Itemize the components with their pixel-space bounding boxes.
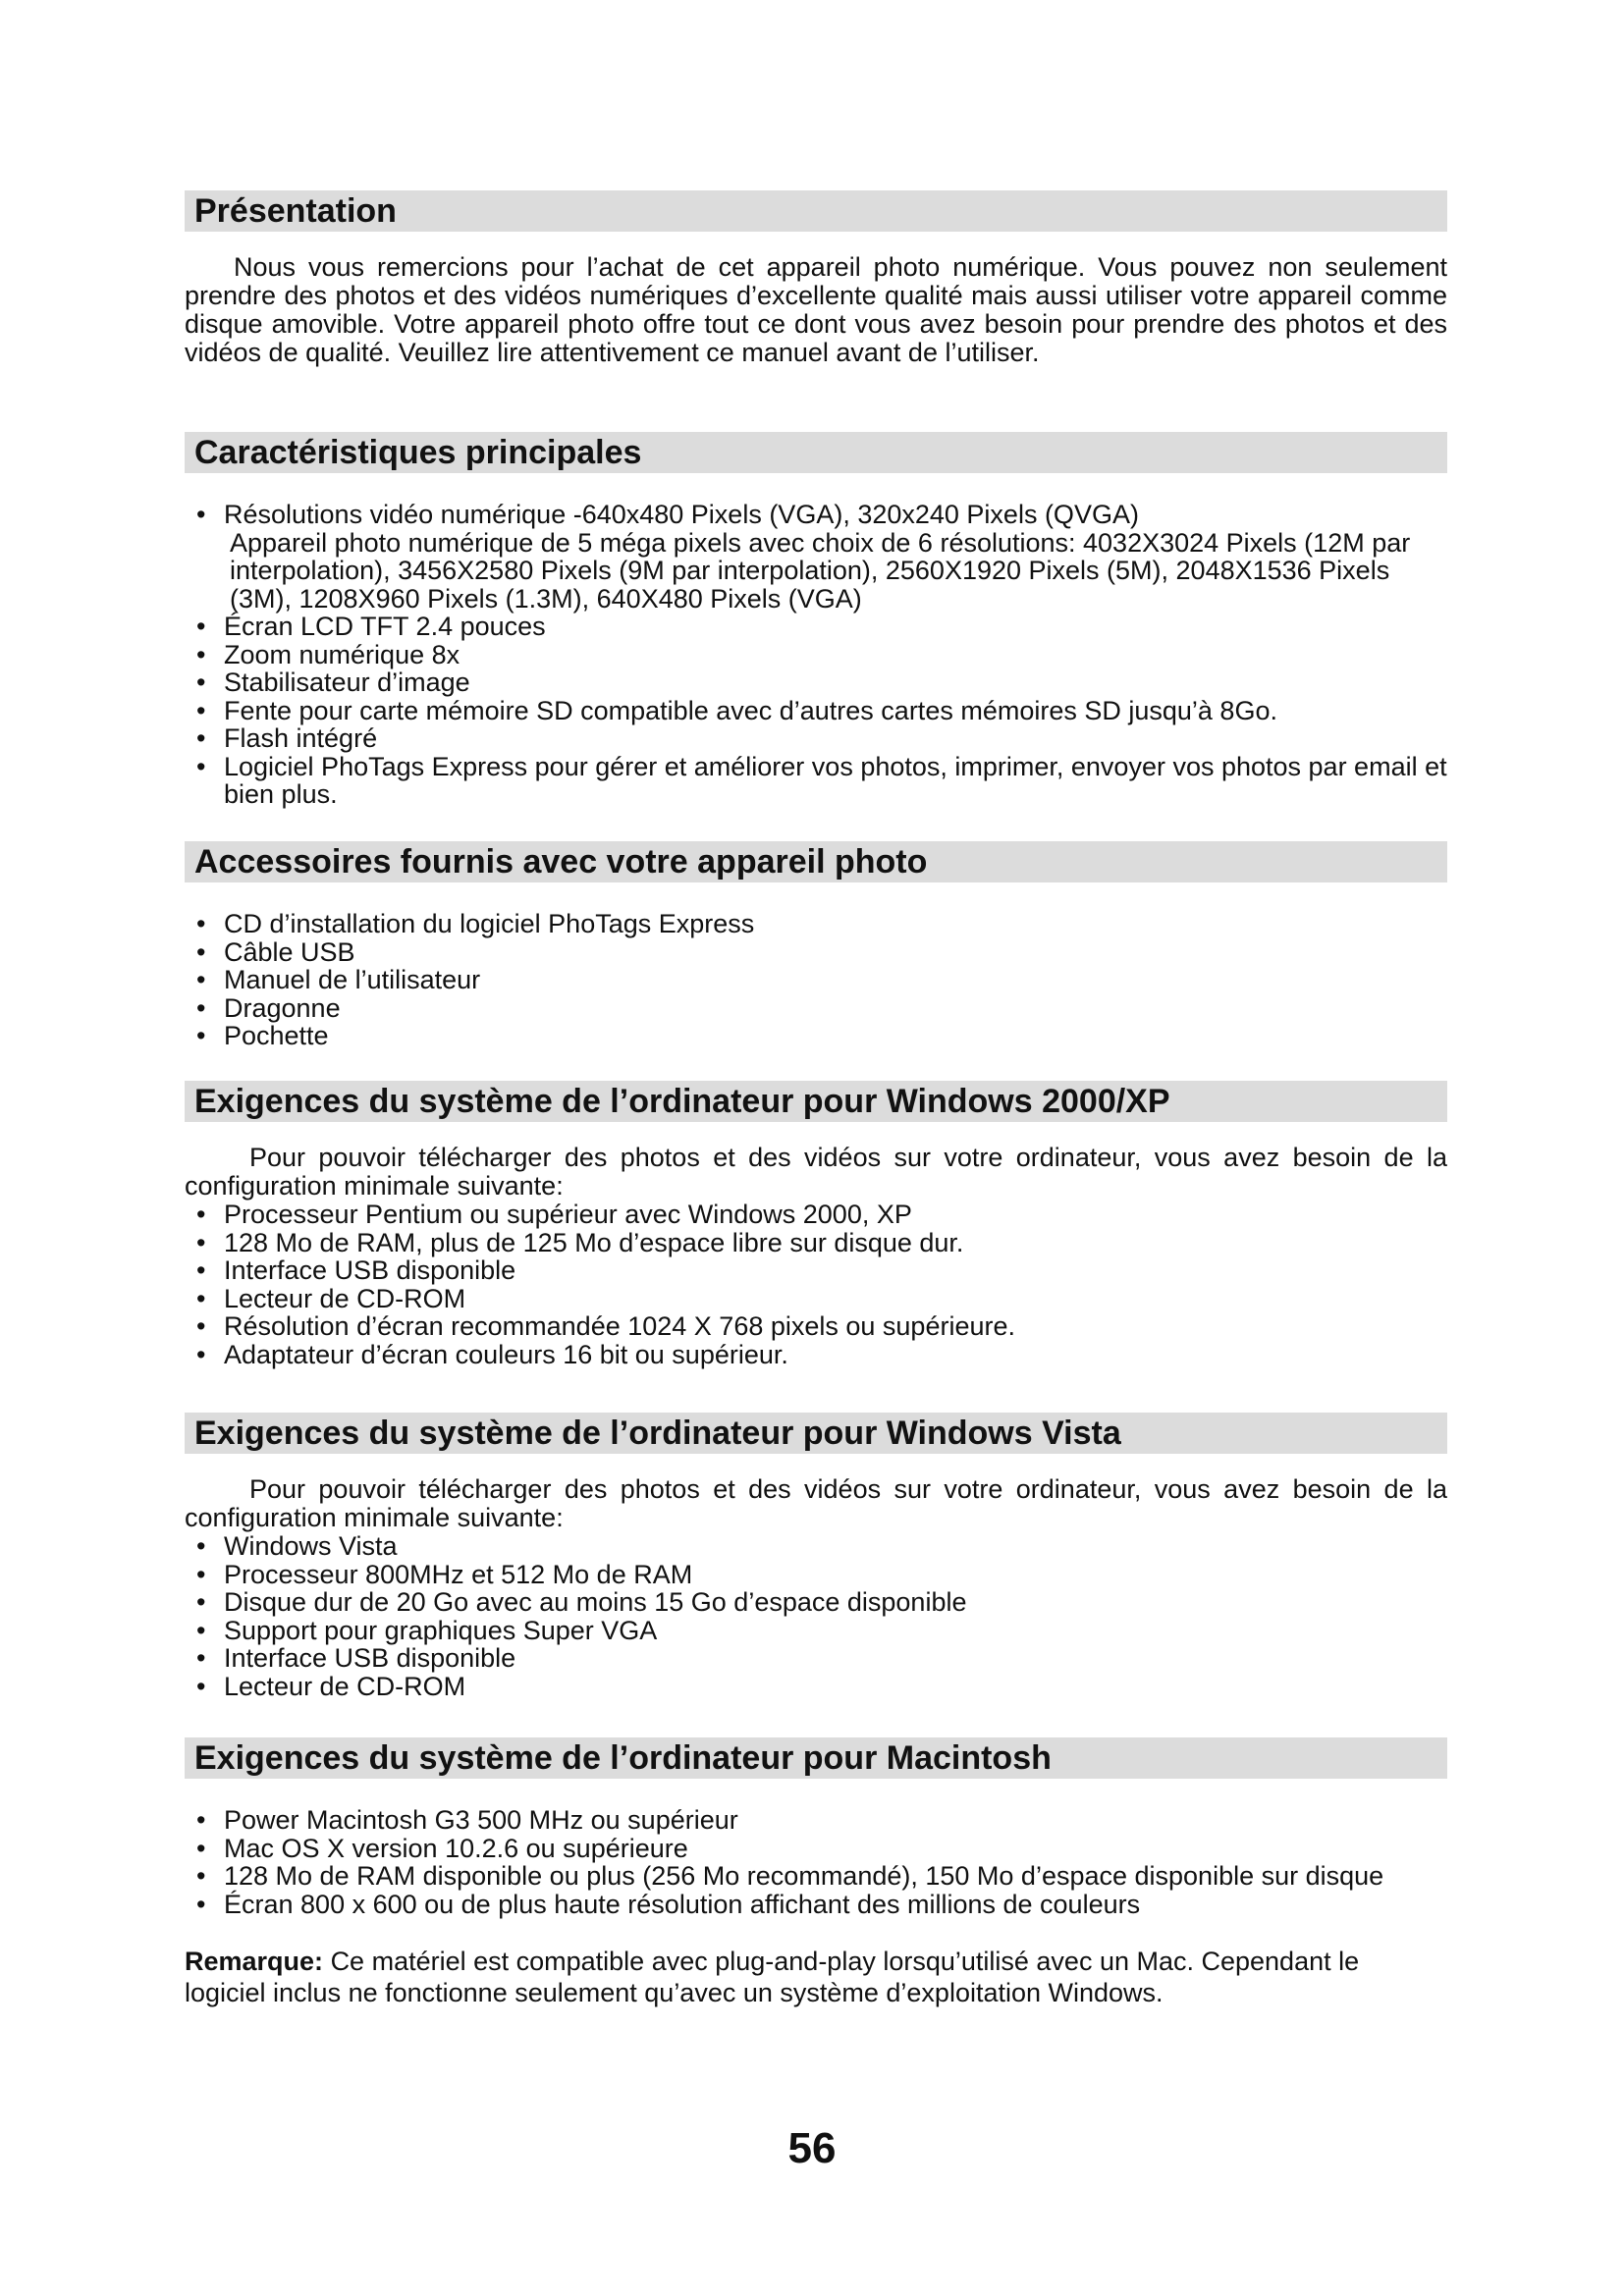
- section-heading: Présentation: [185, 190, 1447, 232]
- list-item: • Résolutions vidéo numérique -640x480 Pixels (VGA), 320x240 Pixels (QVGA): [185, 501, 1447, 529]
- list-item: Appareil photo numérique de 5 méga pixels avec choix de 6 résolutions: 4032X3024 Pixels (12M par interpolation), 3456X2580 Pixels (9M par interpolation), 2560X1920 Pixels (5M), 2048X1536 Pixels (3M), 1208X960 Pixels (1.3M), 640X480 Pixels (VGA): [230, 527, 1411, 614]
- list-item: • Résolution d’écran recommandée 1024 X 768 pixels ou supérieure.: [185, 1312, 1447, 1341]
- list-item: • Stabilisateur d’image: [185, 668, 1447, 697]
- list-item: • CD d’installation du logiciel PhoTags Express: [185, 910, 1447, 938]
- vista-requirements-list: [185, 1532, 1447, 1700]
- section-macintosh: [185, 1737, 1447, 2008]
- list-item: • Flash intégré: [185, 724, 1447, 753]
- list-item: • Dragonne: [185, 994, 1447, 1023]
- section-windows-2000-xp: [185, 1081, 1447, 1368]
- vista-intro: Pour pouvoir télécharger des photos et des vidéos sur votre ordinateur, vous avez besoin de la configuration minimale suivante:: [185, 1474, 1447, 1532]
- list-item: • Interface USB disponible: [185, 1256, 1447, 1285]
- section-heading: Accessoires fournis avec votre appareil photo: [185, 841, 1447, 882]
- list-item: • Support pour graphiques Super VGA: [185, 1617, 1447, 1645]
- section-heading: Exigences du système de l’ordinateur pour Windows Vista: [185, 1413, 1447, 1454]
- features-list: [185, 501, 1447, 809]
- list-item: • Fente pour carte mémoire SD compatible avec d’autres cartes mémoires SD jusqu’à 8Go.: [185, 697, 1447, 725]
- list-item: • Écran LCD TFT 2.4 pouces: [185, 613, 1447, 641]
- mac-requirements-list: [185, 1806, 1447, 1918]
- section-accessories: [185, 841, 1447, 1050]
- list-item: • 128 Mo de RAM, plus de 125 Mo d’espace libre sur disque dur.: [185, 1229, 1447, 1257]
- list-item: • Câble USB: [185, 938, 1447, 967]
- section-presentation: [185, 190, 1447, 367]
- list-item: • Lecteur de CD-ROM: [185, 1673, 1447, 1701]
- list-item: • Adaptateur d’écran couleurs 16 bit ou supérieur.: [185, 1341, 1447, 1369]
- win2000-intro: Pour pouvoir télécharger des photos et des vidéos sur votre ordinateur, vous avez besoin de la configuration minimale suivante:: [185, 1143, 1447, 1201]
- list-item: • Disque dur de 20 Go avec au moins 15 Go d’espace disponible: [185, 1588, 1447, 1617]
- list-item: • Windows Vista: [185, 1532, 1447, 1561]
- list-item: • Interface USB disponible: [185, 1644, 1447, 1673]
- list-item: • Manuel de l’utilisateur: [185, 966, 1447, 994]
- section-heading: Caractéristiques principales: [185, 432, 1447, 473]
- list-item: • Zoom numérique 8x: [185, 641, 1447, 669]
- list-item: • Lecteur de CD-ROM: [185, 1285, 1447, 1313]
- mac-note: [185, 1946, 1447, 2008]
- list-item: • Pochette: [185, 1022, 1447, 1050]
- accessories-list: [185, 910, 1447, 1050]
- page-number: 56: [787, 2124, 837, 2172]
- note-label: Remarque:: [185, 1947, 324, 1976]
- section-heading: Exigences du système de l’ordinateur pour Macintosh: [185, 1737, 1447, 1779]
- section-windows-vista: [185, 1413, 1447, 1700]
- list-item: • Processeur Pentium ou supérieur avec Windows 2000, XP: [185, 1201, 1447, 1229]
- list-item: • Processeur 800MHz et 512 Mo de RAM: [185, 1561, 1447, 1589]
- win2000-requirements-list: [185, 1201, 1447, 1368]
- section-features: [185, 432, 1447, 809]
- presentation-paragraph: Nous vous remercions pour l’achat de cet appareil photo numérique. Vous pouvez non seulement prendre des photos et des vidéos numériques d’excellente qualité mais aussi utiliser votre appareil comme disque amovible. Votre appareil photo offre tout ce dont vous avez besoin pour prendre des photos et des vidéos de qualité. Veuillez lire attentivement ce manuel avant de l’utiliser.: [185, 252, 1447, 367]
- note-text: Ce matériel est compatible avec plug-and-play lorsqu’utilisé avec un Mac. Cependant le logiciel inclus ne fonctionne seulement qu’avec un système d’exploitation Windows.: [185, 1947, 1360, 2007]
- list-item: • 128 Mo de RAM disponible ou plus (256 Mo recommandé), 150 Mo d’espace disponible sur disque: [185, 1862, 1447, 1891]
- list-item: • Logiciel PhoTags Express pour gérer et améliorer vos photos, imprimer, envoyer vos photos par email et bien plus.: [185, 753, 1447, 809]
- section-heading: Exigences du système de l’ordinateur pour Windows 2000/XP: [185, 1081, 1447, 1122]
- list-item: • Power Macintosh G3 500 MHz ou supérieur: [185, 1806, 1447, 1835]
- list-item: • Écran 800 x 600 ou de plus haute résolution affichant des millions de couleurs: [185, 1891, 1447, 1919]
- list-item: • Mac OS X version 10.2.6 ou supérieure: [185, 1835, 1447, 1863]
